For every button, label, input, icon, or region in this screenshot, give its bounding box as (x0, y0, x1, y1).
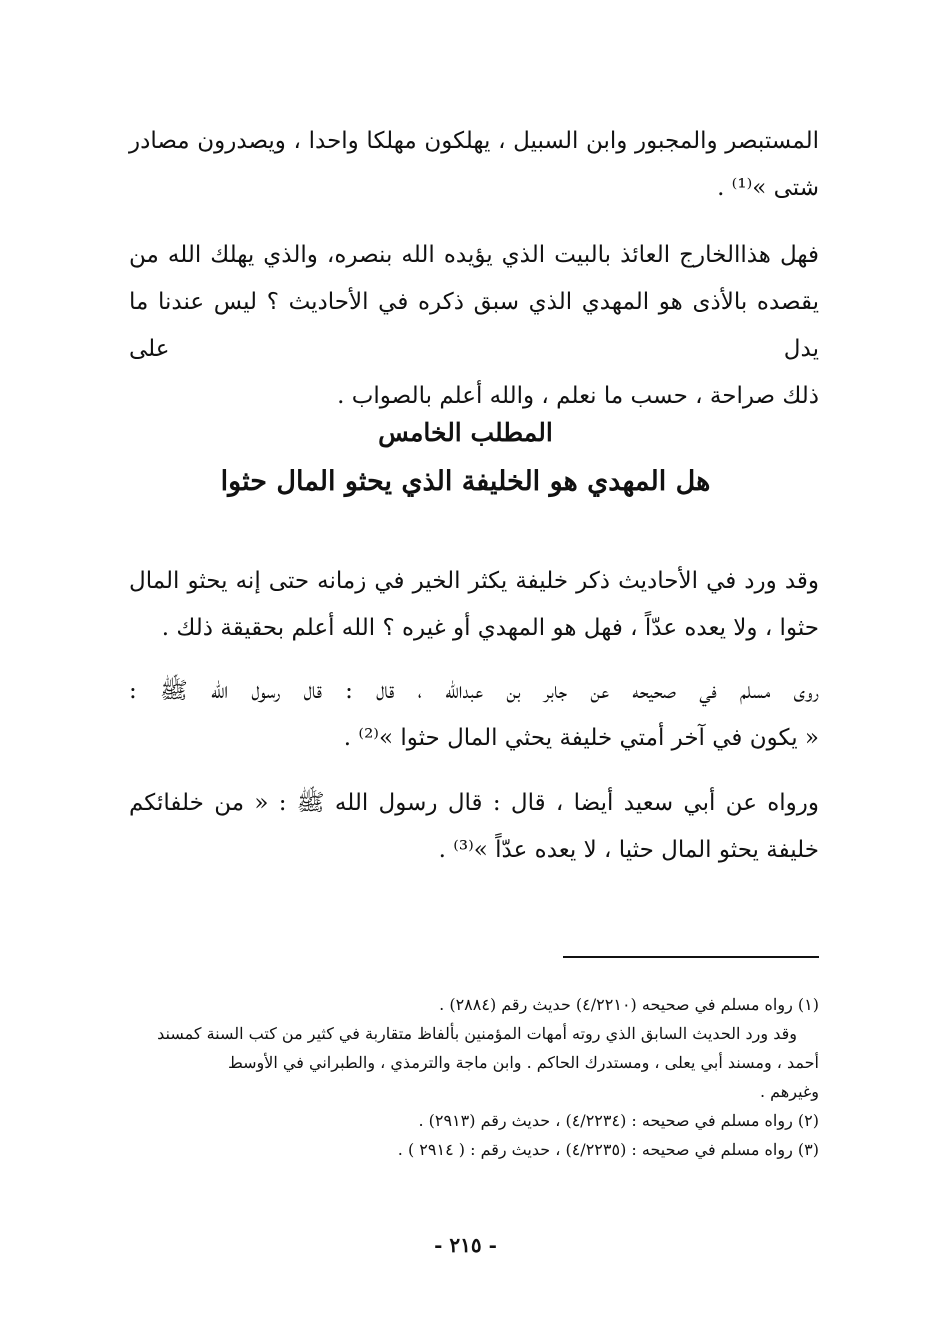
paragraph-5-line-2: خليفة يحثو المال حثيا ، لا يعده عدّاً »⁽³⁾ . (438, 837, 819, 863)
paragraph-4 (129, 668, 819, 762)
paragraph-4-line-2: « يكون في آخر أمتي خليفة يحثي المال حثوا »⁽²⁾ . (343, 725, 819, 751)
paragraph-2-line-1: فهل هذاالخارج العائذ بالبيت الذي يؤيده الله بنصره، والذي يهلك الله من (129, 242, 819, 268)
footnote-3: (٣) رواه مسلم في صحيحه : (٤/٢٢٣٥) ، حديث رقم : ( ٢٩١٤ ) . (397, 1140, 819, 1159)
paragraph-3-line-2: حثوا ، ولا يعده عدّاً ، فهل هو المهدي أو غيره ؟ الله أعلم بحقيقة ذلك . (161, 615, 819, 641)
footnote-1-line-3: أحمد ، ومسند أبي يعلى ، ومستدرك الحاكم . وابن ماجة والترمذي ، والطبراني في الأوسط (227, 1053, 819, 1072)
section-subtitle: هل المهدي هو الخليفة الذي يحثو المال حثوا (220, 466, 711, 497)
paragraph-2 (129, 232, 819, 420)
footnote-2: (٢) رواه مسلم في صحيحه : (٤/٢٢٣٤) ، حديث رقم (٢٩١٣) . (418, 1111, 819, 1130)
section-title: المطلب الخامس (378, 418, 553, 447)
footnote-separator (563, 956, 819, 958)
paragraph-3-line-1: وقد ورد في الأحاديث ذكر خليفة يكثر الخير في زمانه حتى إنه يحثو المال (129, 568, 820, 594)
paragraph-2-line-2: يقصده بالأذى هو المهدي الذي سبق ذكره في الأحاديث ؟ ليس عندنا ما يدل على (129, 289, 819, 362)
footnote-1: (١) رواه مسلم في صحيحه (٤/٢٢١٠) حديث رقم (٢٨٨٤) . (439, 995, 819, 1014)
footnote-1-line-4: وغيرهم . (759, 1082, 819, 1101)
paragraph-1-line-1: المستبصر والمجبور وابن السبيل ، يهلكون مهلكا واحدا ، ويصدرون مصادر (129, 128, 819, 154)
footnotes (129, 990, 819, 1164)
paragraph-5-line-1: ورواه عن أبي سعيد أيضا ، قال : قال رسول الله ﷺ : « من خلفائكم (129, 790, 819, 816)
paragraph-5 (129, 780, 819, 874)
paragraph-2-line-3: ذلك صراحة ، حسب ما نعلم ، والله أعلم بالصواب . (337, 383, 819, 409)
paragraph-1 (129, 118, 819, 212)
paragraph-3 (129, 558, 819, 652)
paragraph-1-line-2: شتى »⁽¹⁾ . (717, 175, 819, 201)
paragraph-4-line-1: روى مسلم في صحيحه عن جابر بن عبدالله ، قال : قال رسول الله ﷺ : (129, 678, 819, 704)
footnote-1-line-2: وقد ورد الحديث السابق الذي روته أمهات المؤمنين بألفاظ متقاربة في كثير من كتب السنة كمسند (157, 1024, 797, 1043)
page-number: - ٢١٥ - (434, 1233, 497, 1257)
